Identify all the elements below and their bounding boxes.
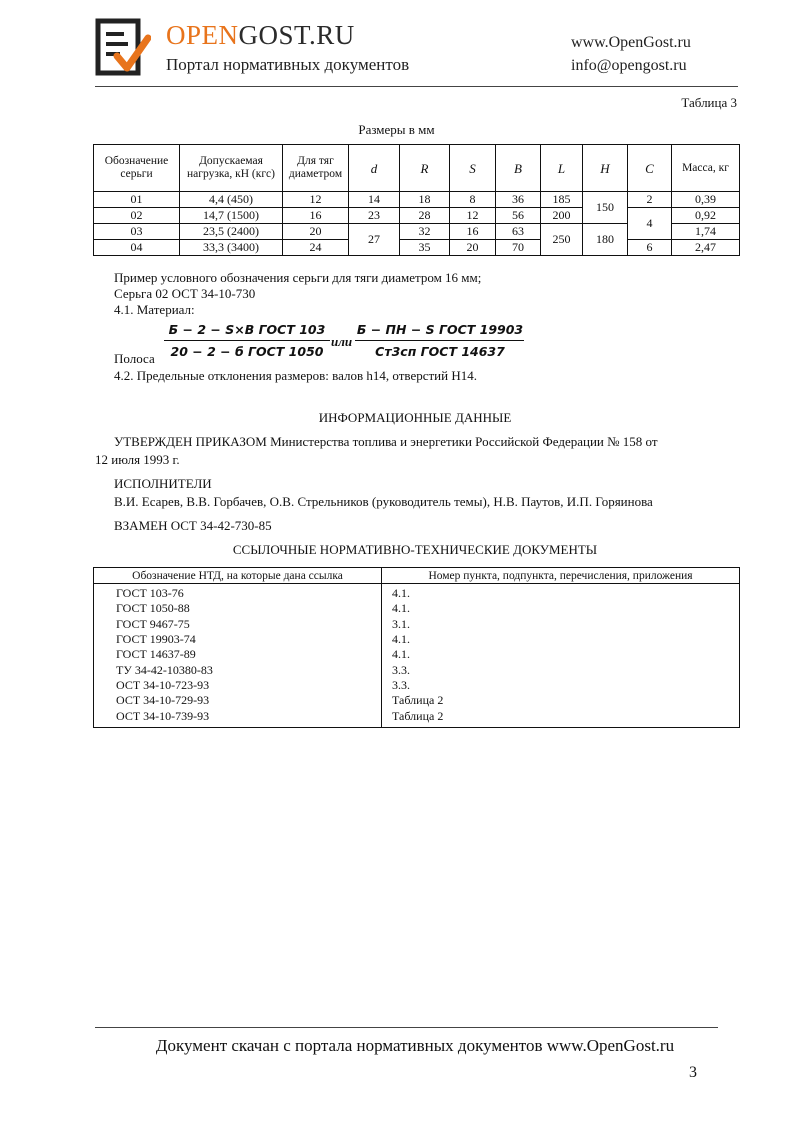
header-divider — [95, 86, 738, 87]
site-link[interactable]: www.OpenGost.ru — [571, 34, 691, 51]
cell: 14,7 (1500) — [180, 208, 283, 224]
material-heading: 4.1. Материал: — [114, 302, 195, 317]
cell: 185 — [541, 192, 583, 208]
table-header-row — [94, 568, 740, 584]
cell: 16 — [283, 208, 349, 224]
references-title: ССЫЛОЧНЫЕ НОРМАТИВНО-ТЕХНИЧЕСКИЕ ДОКУМЕНТЫ — [232, 542, 598, 557]
cell: 180 — [583, 224, 628, 256]
approved-line-1: УТВЕРЖДЕН ПРИКАЗОМ Министерства топлива и энергетики Российской Федерации № 158 от — [114, 434, 658, 449]
cell: 14 — [349, 192, 400, 208]
col-S: S — [450, 145, 496, 192]
cell: ОСТ 34-10-739-93 — [94, 708, 382, 727]
cell: 23,5 (2400) — [180, 224, 283, 240]
col-rod: Для тяг диаметром — [283, 145, 349, 192]
example-line: Пример условного обозначения серьги для тяги диаметром 16 мм; — [114, 270, 482, 285]
col-mass: Масса, кг — [672, 145, 740, 192]
cell: 250 — [541, 224, 583, 256]
col-H: H — [583, 145, 628, 192]
cell: 20 — [283, 224, 349, 240]
email-link[interactable]: info@opengost.ru — [571, 57, 687, 74]
cell: 3.3. — [382, 662, 740, 677]
cell: ОСТ 34-10-729-93 — [94, 693, 382, 708]
formula-or: или — [331, 334, 353, 349]
table-row — [94, 632, 740, 647]
footer-text: Документ скачан с портала нормативных документов www.OpenGost.ru — [155, 1036, 675, 1055]
cell: 150 — [583, 192, 628, 224]
cell: 1,74 — [672, 224, 740, 240]
cell: 200 — [541, 208, 583, 224]
col-ntd-designation: Обозначение НТД, на которые дана ссылка — [94, 568, 382, 584]
cell: 3.1. — [382, 617, 740, 632]
references-table — [93, 567, 740, 728]
formula2-fraction-bar — [355, 340, 524, 341]
cell: ТУ 34-42-10380-83 — [94, 662, 382, 677]
col-designation: Обозначение серьги — [94, 145, 180, 192]
table-row — [94, 708, 740, 727]
tagline: Портал нормативных документов — [166, 55, 410, 74]
cell: 33,3 (3400) — [180, 240, 283, 256]
cell: 0,92 — [672, 208, 740, 224]
document-check-icon — [95, 18, 151, 78]
cell: 0,39 — [672, 192, 740, 208]
cell: 70 — [496, 240, 541, 256]
cell: 4.1. — [382, 632, 740, 647]
col-B: B — [496, 145, 541, 192]
cell: Таблица 2 — [382, 693, 740, 708]
replaces-line: ВЗАМЕН ОСТ 34-42-730-85 — [114, 518, 272, 533]
cell: ГОСТ 9467-75 — [94, 617, 382, 632]
page-number: 3 — [689, 1064, 697, 1081]
formula1-fraction-bar — [164, 340, 330, 341]
cell: 12 — [283, 192, 349, 208]
table-row — [94, 240, 740, 256]
cell: 4,4 (450) — [180, 192, 283, 208]
cell: ГОСТ 1050-88 — [94, 601, 382, 616]
cell: 2,47 — [672, 240, 740, 256]
cell: ОСТ 34-10-723-93 — [94, 678, 382, 693]
cell: 28 — [400, 208, 450, 224]
cell: 35 — [400, 240, 450, 256]
footer-divider — [95, 1027, 718, 1028]
table-row — [94, 584, 740, 602]
cell: 4.1. — [382, 601, 740, 616]
cell: 03 — [94, 224, 180, 240]
cell: 01 — [94, 192, 180, 208]
brand-part-1: OPEN — [166, 20, 239, 50]
brand-logo-text — [166, 22, 355, 49]
formula2-numerator: Б − ПН − S ГОСТ 19903 — [356, 322, 524, 337]
cell: 36 — [496, 192, 541, 208]
table-row — [94, 662, 740, 677]
cell: 8 — [450, 192, 496, 208]
cell: 04 — [94, 240, 180, 256]
table-row — [94, 208, 740, 224]
formula2-denominator: Ст3сп ГОСТ 14637 — [375, 344, 505, 359]
table-caption: Размеры в мм — [358, 122, 435, 137]
table-row — [94, 192, 740, 208]
col-L: L — [541, 145, 583, 192]
example-designation: Серьга 02 ОСТ 34-10-730 — [114, 286, 256, 301]
cell: 2 — [628, 192, 672, 208]
cell: 02 — [94, 208, 180, 224]
info-title: ИНФОРМАЦИОННЫЕ ДАННЫЕ — [318, 410, 512, 425]
cell: 3.3. — [382, 678, 740, 693]
col-load: Допускаемая нагрузка, кН (кгс) — [180, 145, 283, 192]
cell: 18 — [400, 192, 450, 208]
cell: ГОСТ 14637-89 — [94, 647, 382, 662]
cell: 4 — [628, 208, 672, 240]
cell: ГОСТ 103-76 — [94, 584, 382, 602]
cell: 27 — [349, 224, 400, 256]
cell: 12 — [450, 208, 496, 224]
dimensions-table — [93, 144, 740, 256]
approved-line-2: 12 июля 1993 г. — [95, 452, 180, 467]
tolerances-line: 4.2. Предельные отклонения размеров: валов h14, отверстий H14. — [114, 368, 477, 383]
table-number: Таблица 3 — [681, 95, 737, 110]
cell: ГОСТ 19903-74 — [94, 632, 382, 647]
cell: 32 — [400, 224, 450, 240]
cell: 4.1. — [382, 584, 740, 602]
col-clause-number: Номер пункта, подпункта, перечисления, приложения — [382, 568, 740, 584]
formula1-denominator: 20 − 2 − б ГОСТ 1050 — [170, 344, 324, 359]
table-row — [94, 617, 740, 632]
cell: 16 — [450, 224, 496, 240]
brand-part-2: GOST.RU — [238, 20, 355, 50]
cell: 20 — [450, 240, 496, 256]
cell: 23 — [349, 208, 400, 224]
cell: 56 — [496, 208, 541, 224]
table-row — [94, 678, 740, 693]
cell: 63 — [496, 224, 541, 240]
table-row — [94, 647, 740, 662]
col-R: R — [400, 145, 450, 192]
table-row — [94, 601, 740, 616]
cell: Таблица 2 — [382, 708, 740, 727]
cell: 4.1. — [382, 647, 740, 662]
cell: 24 — [283, 240, 349, 256]
table-row — [94, 693, 740, 708]
formula1-numerator: Б − 2 − S×B ГОСТ 103 — [168, 322, 326, 337]
executors-title: ИСПОЛНИТЕЛИ — [114, 476, 212, 491]
col-C: C — [628, 145, 672, 192]
table-header-row — [94, 145, 740, 192]
strip-label: Полоса — [114, 351, 155, 366]
executors-list: В.И. Есарев, В.В. Горбачев, О.В. Стрельников (руководитель темы), Н.В. Паутов, И.П. Горяинова — [114, 494, 653, 509]
cell: 6 — [628, 240, 672, 256]
col-d: d — [349, 145, 400, 192]
